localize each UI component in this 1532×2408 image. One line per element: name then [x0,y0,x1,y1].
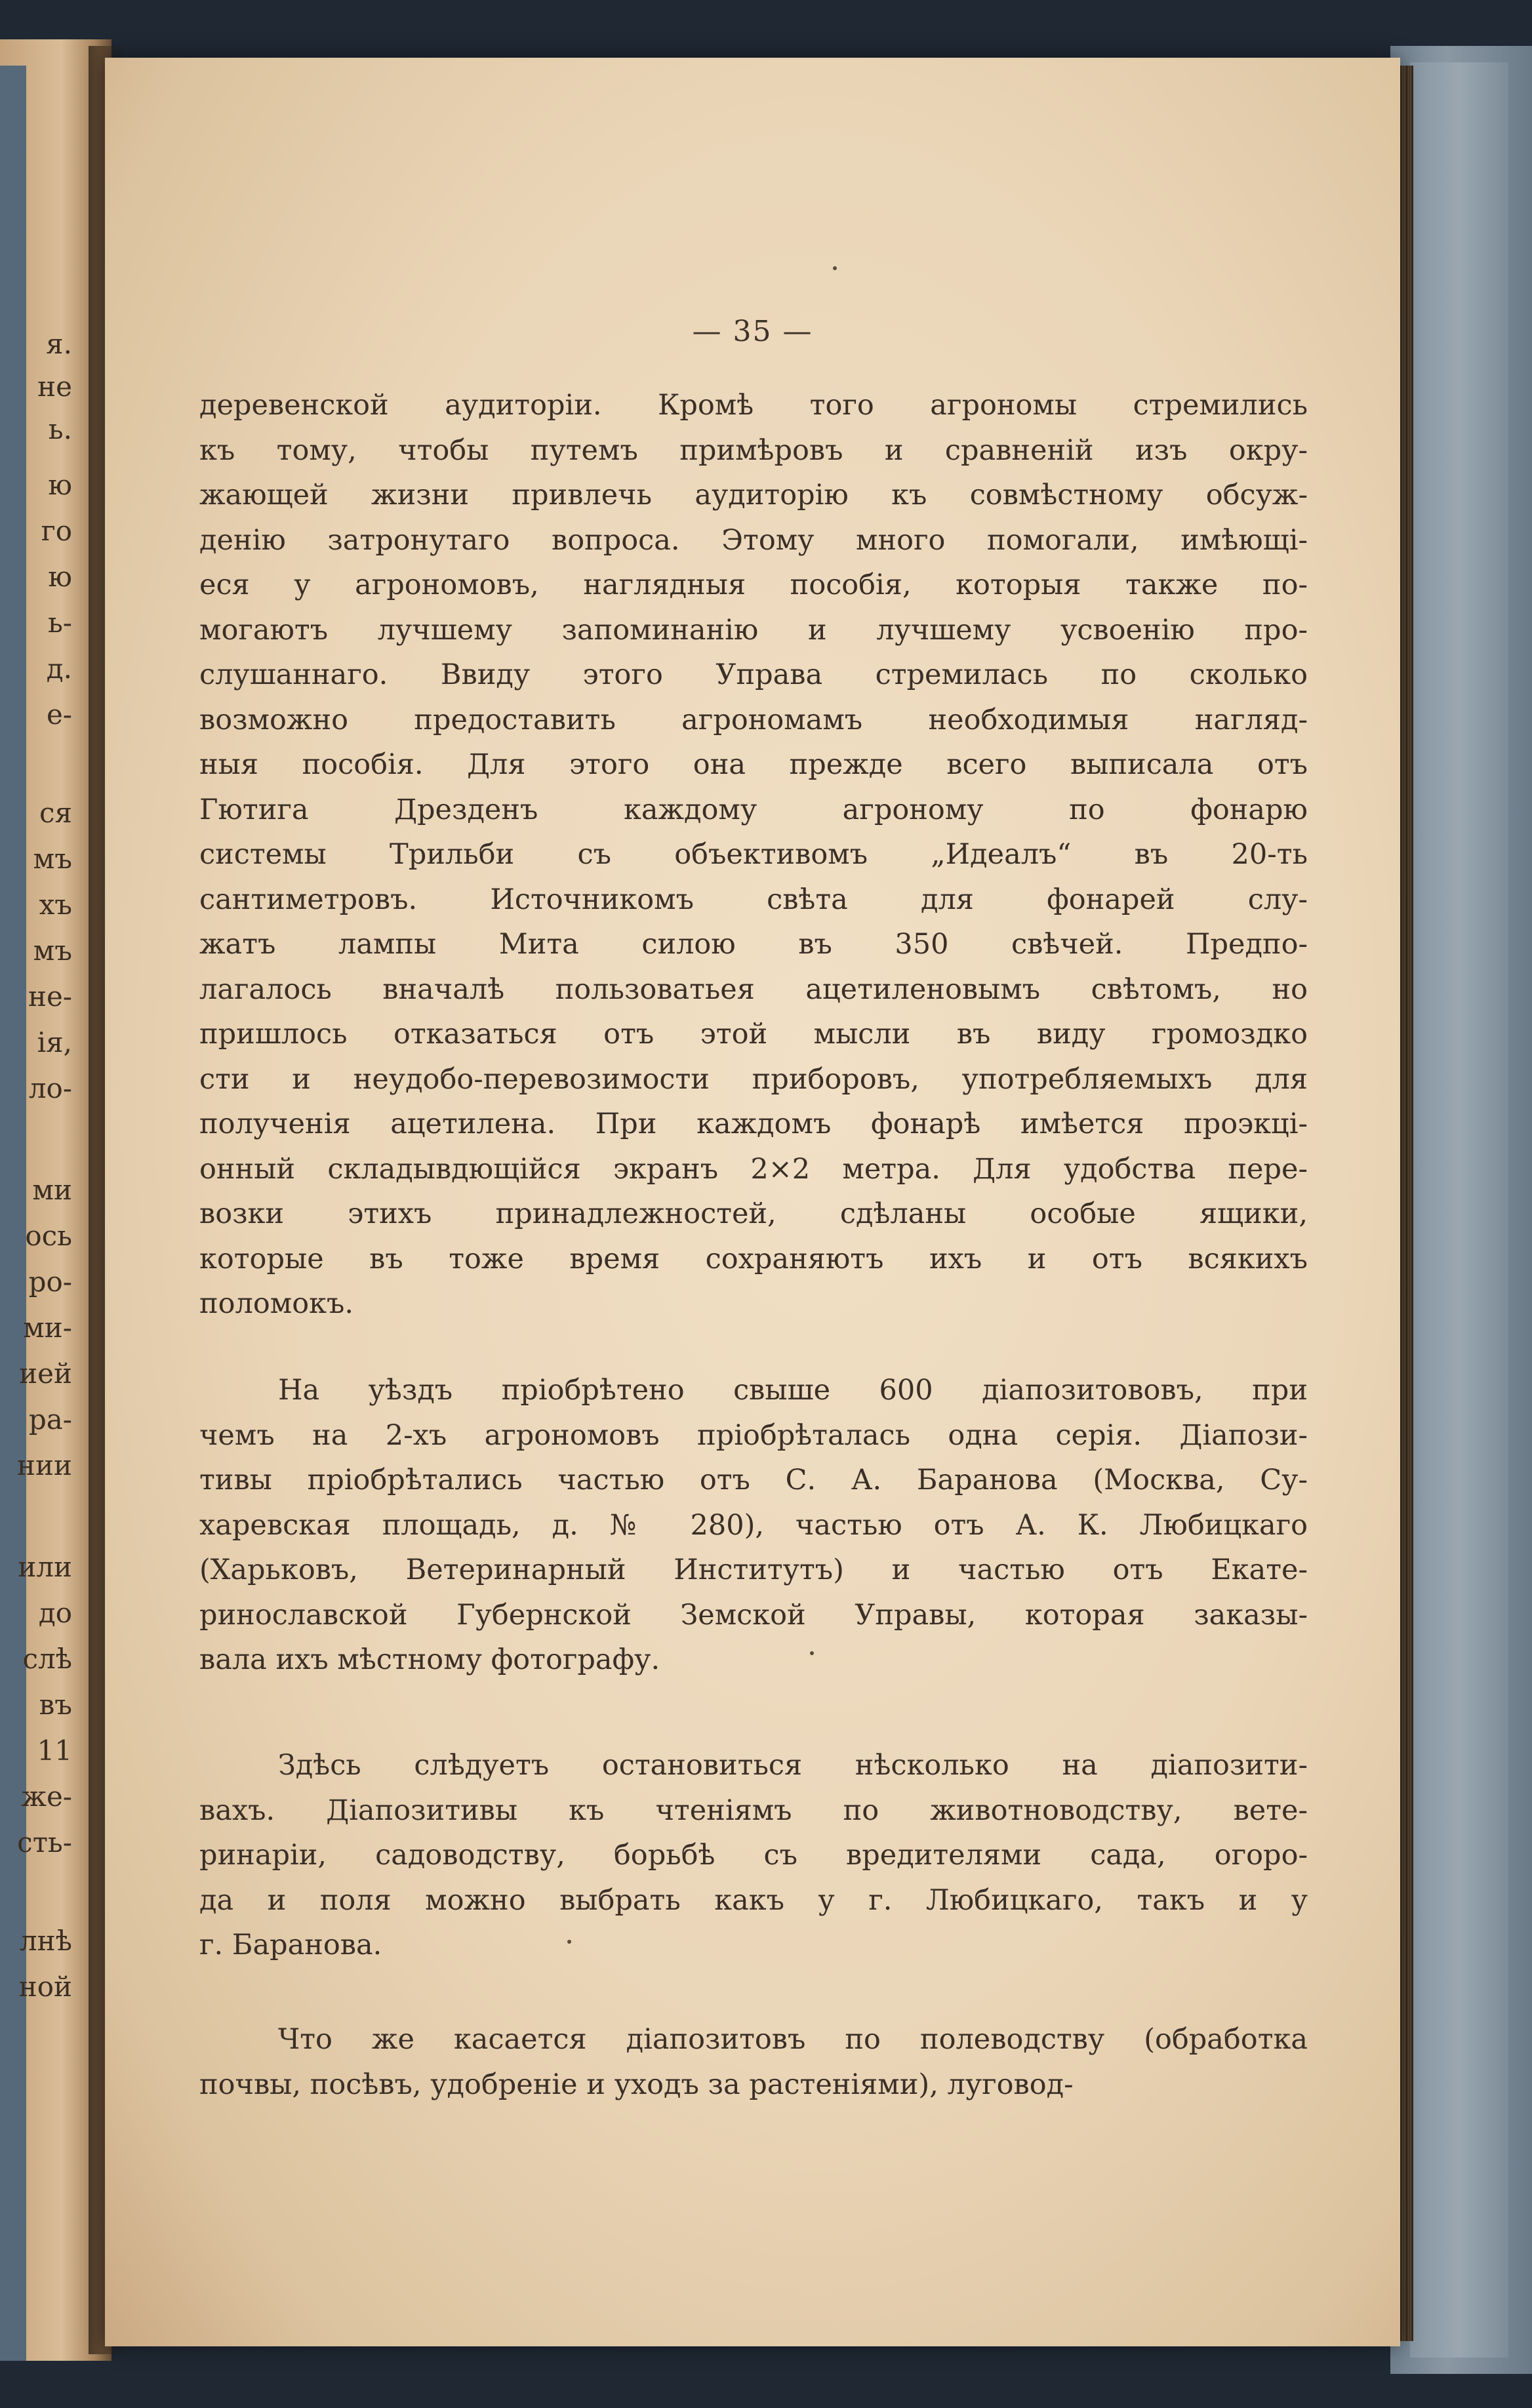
text-line: ринославской Губернской Земской Управы, которая заказы- [199,1598,1308,1632]
text-line: На уѣздъ пріобрѣтено свыше 600 діапозитововъ, при [278,1374,1308,1407]
left-page-fragment: сть- [17,1826,72,1858]
text-line: сантиметровъ. Источникомъ свѣта для фонарей слу- [199,883,1308,916]
text-line: пришлось отказаться отъ этой мысли въ виду громоздко [199,1018,1308,1051]
text-line: жатъ лампы Мита силою въ 350 свѣчей. Предпо- [199,928,1308,961]
left-page-fragment: же- [21,1780,72,1813]
text-line: сти и неудобо-перевозимости приборовъ, употребляемыхъ для [199,1062,1308,1096]
text-line: вала ихъ мѣстному фотографу. [199,1643,660,1676]
text-line: вахъ. Діапозитивы къ чтеніямъ по животноводству, вете- [199,1794,1308,1827]
text-line: возможно предоставить агрономамъ необходимыя нагляд- [199,703,1308,736]
text-line: харевская площадь, д. № 280), частью отъ А. К. Любицкаго [199,1508,1308,1542]
text-line: системы Трильби съ объективомъ „Идеалъ“ въ 20-ть [199,838,1308,871]
text-line: Что же касается діапозитовъ по полеводству (обработка [278,2023,1308,2056]
left-page-fragment: ра- [28,1403,72,1435]
paragraph-4 [199,2017,1308,2107]
left-page-fragment: или [18,1551,72,1583]
page-number: — 35 — [692,315,813,348]
left-page-fragment: я. [46,328,72,360]
text-line: возки этихъ принадлежностей, сдѣланы особые ящики, [199,1197,1308,1230]
text-line: еся у агрономовъ, наглядныя пособія, которыя также по- [199,569,1308,601]
book-page [105,58,1400,2346]
paper-speck [567,1940,571,1944]
left-page-fragment: мъ [33,843,72,875]
left-page-fragment: не- [28,980,72,1013]
text-line: къ тому, чтобы путемъ примѣровъ и сравненій изъ окру- [199,433,1308,467]
text-line: могаютъ лучшему запоминанію и лучшему усвоенію про- [199,613,1308,647]
left-page-fragment: го [41,515,72,547]
text-line: да и поля можно выбрать какъ у г. Любицкаго, такъ и у [199,1883,1308,1917]
text-line: лагалось вначалѣ пользоватьея ацетиленовымъ свѣтомъ, но [199,973,1308,1006]
left-page-fragment: ь. [48,413,72,445]
text-line: почвы, посѣвъ, удобреніе и уходъ за растеніями), луговод- [199,2068,1074,2101]
left-page-fragment: ной [18,1971,72,2003]
left-page-fragment: ю [48,561,72,593]
left-page-fragment: лнѣ [19,1925,72,1957]
paragraph-2 [199,1368,1308,1683]
left-page-fragment: ю [48,469,72,501]
text-line: чемъ на 2-хъ агрономовъ пріобрѣталась одна серія. Діапози- [199,1418,1308,1452]
text-line: тивы пріобрѣтались частью отъ С. А. Баранова (Москва, Су- [199,1464,1308,1496]
text-line: жающей жизни привлечь аудиторію къ совмѣстному обсуж- [199,479,1308,512]
text-line: деревенской аудиторіи. Кромѣ того агрономы стремились [199,389,1308,422]
left-page-fragment: ми [32,1174,72,1206]
left-page-fragment: 11 [37,1735,72,1767]
paragraph-3 [199,1743,1308,1968]
text-line: слушаннаго. Ввиду этого Управа стремилась по сколько [199,658,1308,691]
text-line: ринаріи, садоводству, борьбѣ съ вредителями сада, огоро- [199,1839,1308,1872]
left-page-fragment: ми- [23,1312,72,1344]
left-page-fragment: не [37,371,72,403]
text-line: которые въ тоже время сохраняютъ ихъ и отъ всякихъ [199,1242,1308,1275]
left-page-fragment: въ [39,1689,72,1721]
left-page-fragment: ось [25,1220,72,1252]
left-page-fragment: ло- [28,1072,72,1104]
text-line: (Харьковъ, Ветеринарный Институтъ) и частью отъ Екате- [199,1554,1308,1586]
left-page-fragment: ией [19,1357,72,1390]
left-page-fragment: ія, [37,1026,72,1058]
left-page-fragment: хъ [39,889,72,921]
left-page-fragment: д. [46,652,72,685]
left-page-fragment: слѣ [22,1643,72,1675]
text-line: денію затронутаго вопроса. Этому много помогали, имѣющі- [199,523,1308,557]
left-page-fragment: ь- [47,607,72,639]
left-page-fragment: нии [17,1449,72,1481]
book-cover-board [1410,62,1508,2358]
paragraph-1 [199,383,1308,1327]
left-page-fragment: ся [39,797,72,829]
text-line: полученія ацетилена. При каждомъ фонарѣ имѣется проэкці- [199,1108,1308,1140]
text-line: ныя пособія. Для этого она прежде всего выписала отъ [199,748,1308,781]
left-page-fragment: ро- [28,1266,72,1298]
left-cover-edge [0,66,26,2361]
text-line: онный складывдющійся экранъ 2×2 метра. Для удобства пере- [199,1152,1308,1186]
text-line: Гютига Дрезденъ каждому агроному по фонарю [199,793,1308,826]
left-page-fragment: е- [46,698,72,731]
left-page-fragment: до [38,1597,72,1629]
paper-speck [833,266,837,270]
left-page-fragment: мъ [33,934,72,967]
paper-speck [810,1651,814,1655]
text-line: поломокъ. [199,1287,353,1320]
text-line: г. Баранова. [199,1929,382,1961]
text-line: Здѣсь слѣдуетъ остановиться нѣсколько на діапозити- [278,1749,1308,1782]
